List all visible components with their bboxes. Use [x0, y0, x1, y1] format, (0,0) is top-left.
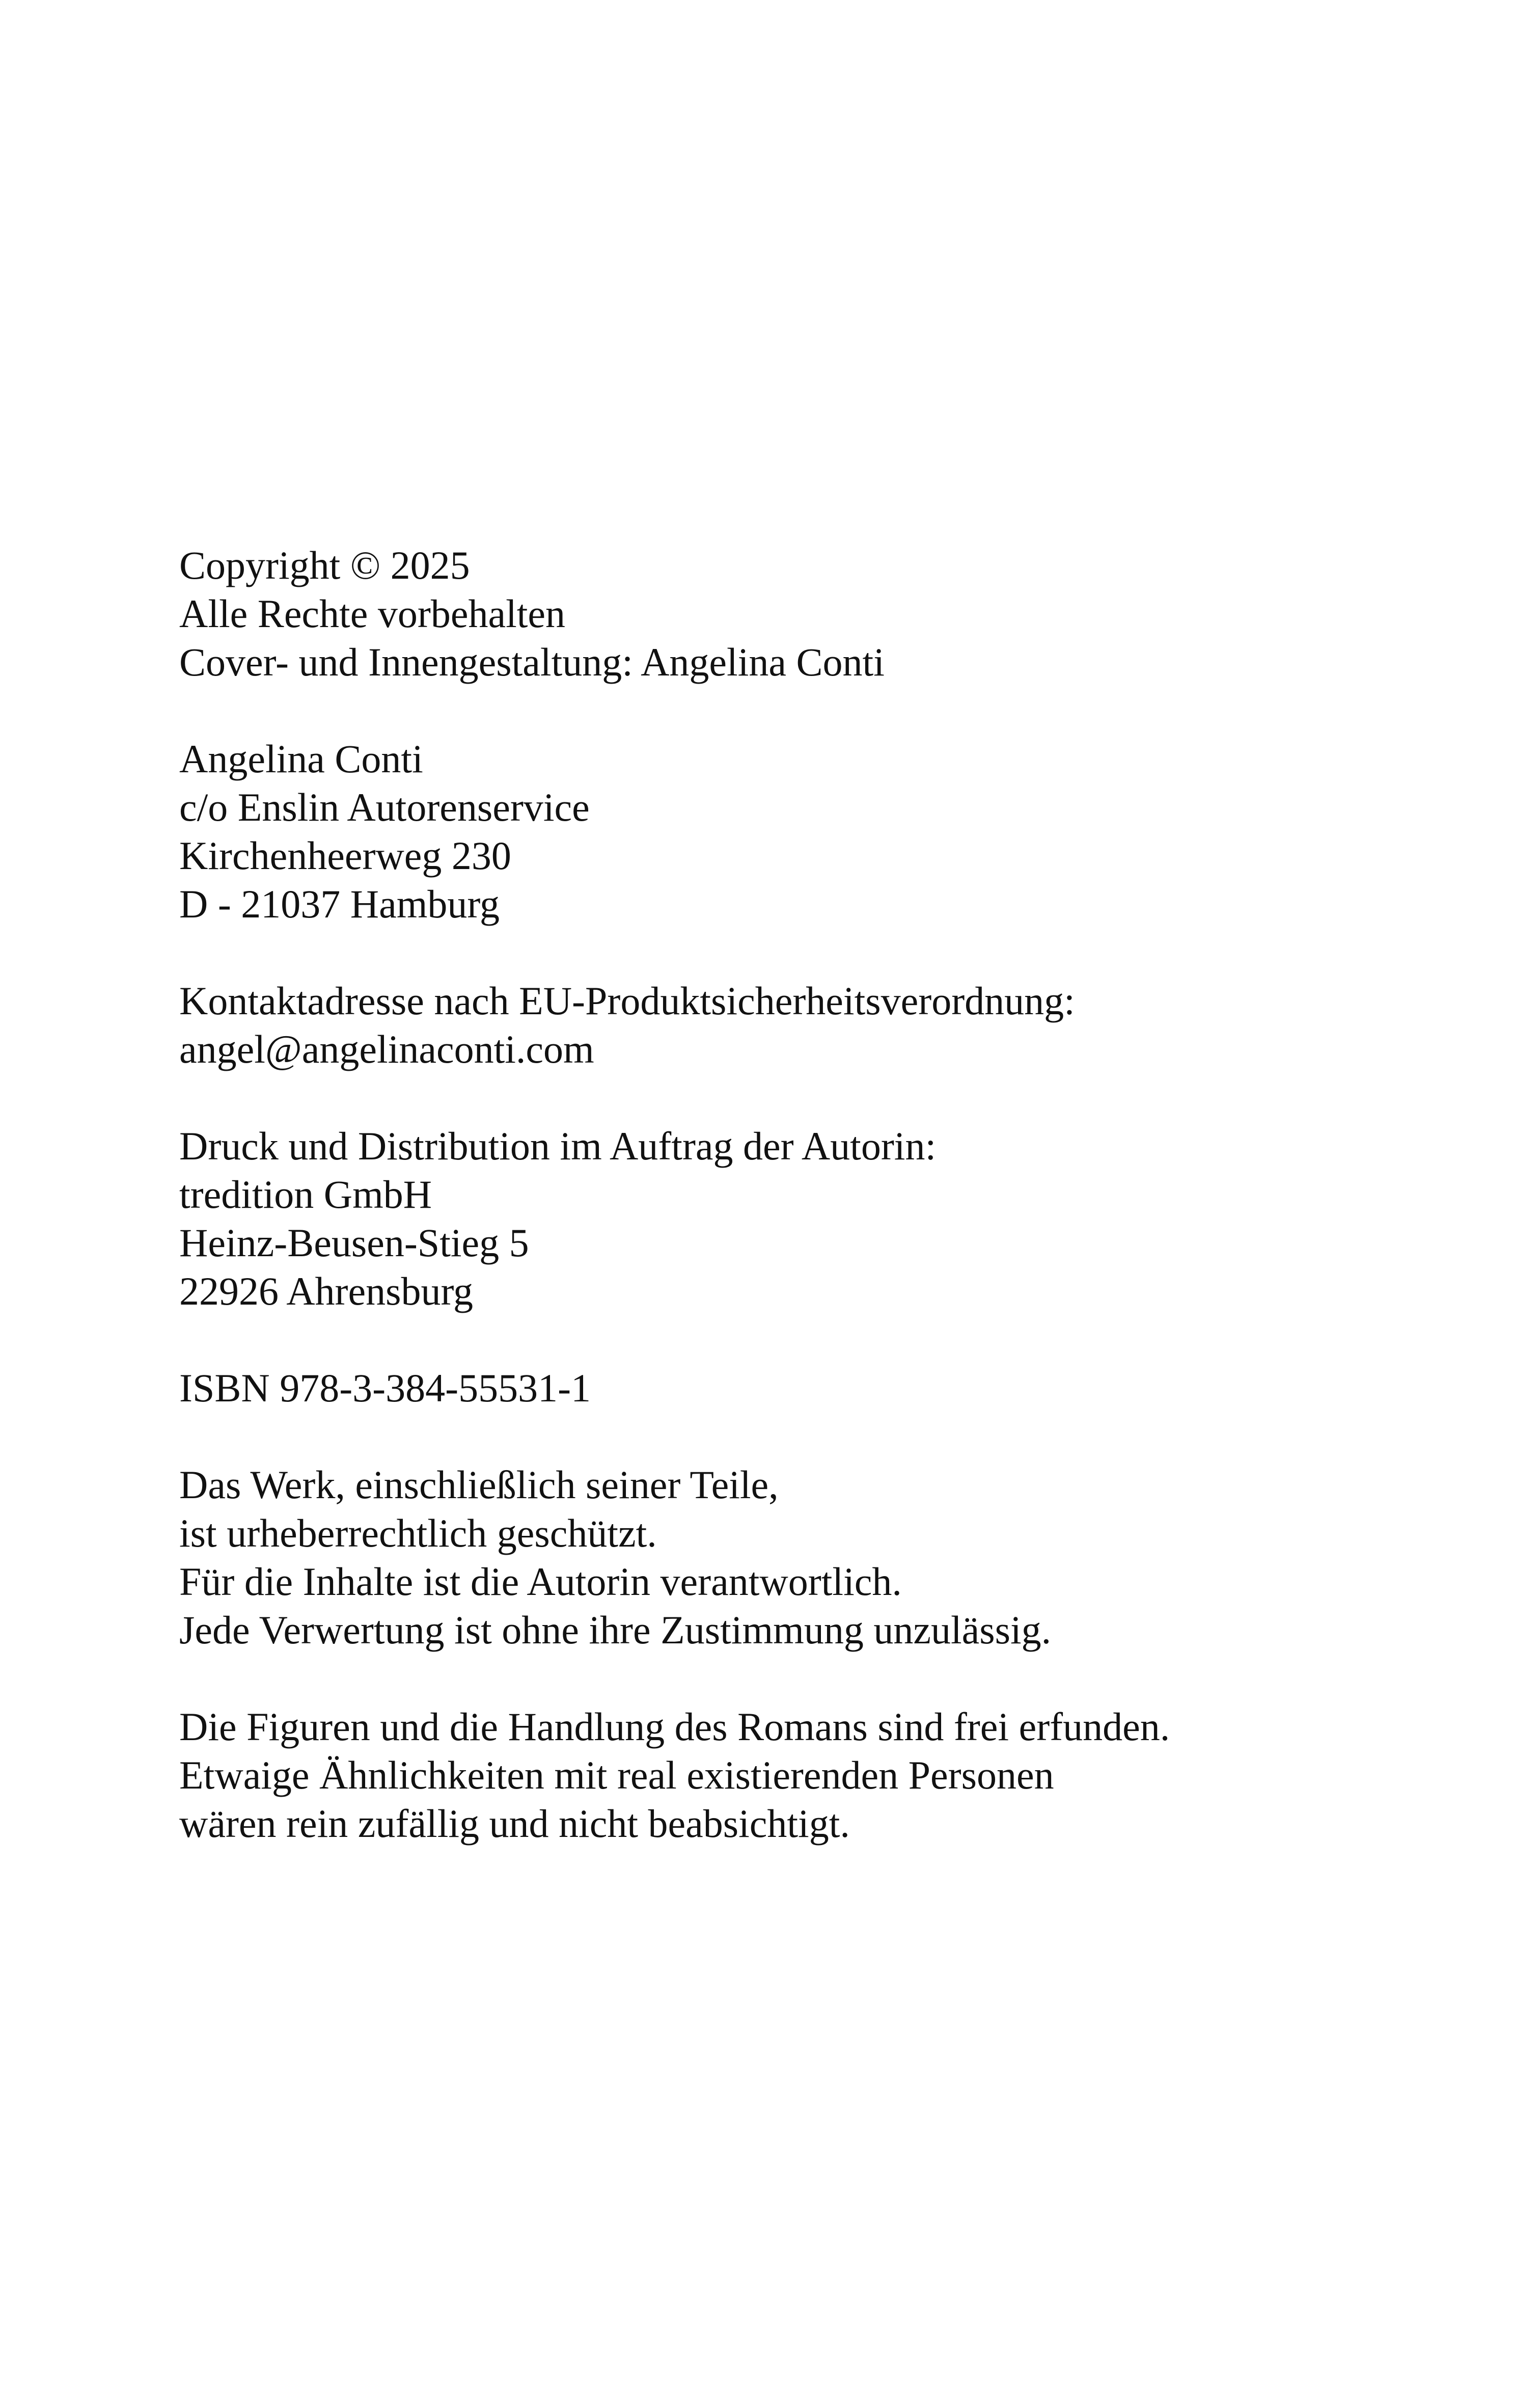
disclaimer-line-3: wären rein zufällig und nicht beabsichtigt. — [179, 1801, 850, 1846]
publisher-name: tredition GmbH — [179, 1172, 432, 1216]
design-credit-line: Cover- und Innengestaltung: Angelina Conti — [179, 640, 885, 684]
disclaimer-line-2: Etwaige Ähnlichkeiten mit real existierenden Personen — [179, 1753, 1054, 1797]
rights-block — [179, 1460, 1452, 1654]
rights-line-1: Das Werk, einschließlich seiner Teile, — [179, 1463, 779, 1507]
address-care-of: c/o Enslin Autorenservice — [179, 785, 590, 829]
disclaimer-block — [179, 1702, 1452, 1848]
disclaimer-line-1: Die Figuren und die Handlung des Romans sind frei erfunden. — [179, 1704, 1170, 1749]
rights-line-2: ist urheberrechtlich geschützt. — [179, 1511, 657, 1555]
isbn-block — [179, 1364, 1452, 1412]
isbn-line: ISBN 978-3-384-55531-1 — [179, 1366, 591, 1410]
contact-email: angel@angelinaconti.com — [179, 1027, 594, 1071]
distribution-block — [179, 1122, 1452, 1315]
author-address-block — [179, 735, 1452, 928]
distribution-label: Druck und Distribution im Auftrag der Autorin: — [179, 1124, 937, 1168]
rights-reserved-line: Alle Rechte vorbehalten — [179, 591, 566, 636]
publisher-street: Heinz-Beusen-Stieg 5 — [179, 1221, 529, 1265]
copyright-block — [179, 541, 1452, 686]
contact-block — [179, 977, 1452, 1073]
rights-line-3: Für die Inhalte ist die Autorin verantwortlich. — [179, 1559, 902, 1604]
publisher-city: 22926 Ahrensburg — [179, 1269, 474, 1313]
author-name: Angelina Conti — [179, 737, 423, 781]
imprint-text — [179, 541, 1452, 1848]
address-street: Kirchenheerweg 230 — [179, 833, 511, 878]
rights-line-4: Jede Verwertung ist ohne ihre Zustimmung unzulässig. — [179, 1608, 1052, 1652]
contact-label: Kontaktadresse nach EU-Produktsicherheitsverordnung: — [179, 979, 1075, 1023]
copyright-line: Copyright © 2025 — [179, 543, 470, 587]
address-city: D - 21037 Hamburg — [179, 882, 500, 926]
